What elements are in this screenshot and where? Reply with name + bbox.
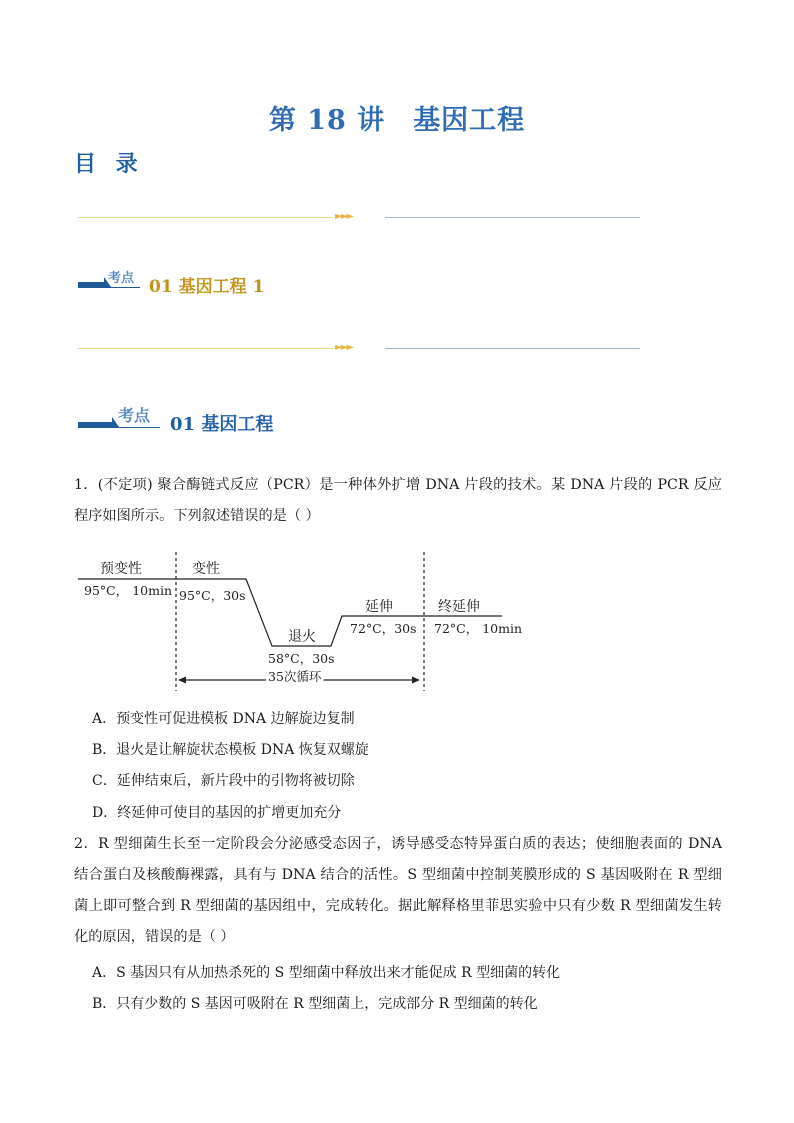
lecture-number: 第 18 讲 [268, 105, 386, 136]
predenature-condition: 95°C， 10min [84, 583, 173, 598]
q1-option-b[interactable]: B．退火是让解旋状态模板 DNA 恢复双螺旋 [92, 742, 369, 758]
stage-anneal-label: 退火 [288, 629, 316, 645]
section-tag [78, 408, 160, 428]
anneal-condition: 58°C，30s [268, 651, 335, 666]
page-title [0, 98, 794, 137]
arrow-icon: ►►► [335, 342, 353, 353]
divider-top [78, 212, 640, 224]
stage-predenature-label: 预变性 [100, 561, 142, 577]
denature-condition: 95°C，30s [179, 588, 246, 603]
extend-condition: 72°C，30s [350, 621, 417, 636]
final-extend-condition: 72°C， 10min [434, 621, 522, 636]
question-2-text: 2．R 型细菌生长至一定阶段会分泌感受态因子，诱导感受态特异蛋白质的表达；使细胞表面的 DNA 结合蛋白及核酸酶裸露，具有与 DNA 结合的活性。S 型细菌中控制荚膜形成的 S 基因吸附在 R 型细菌上即可整合到 R 型细菌的基因组中，完成转化。据此解释格里菲思实验中只有少数 R 型细菌发生转化的原因，错误的是（ ） [74, 836, 722, 945]
arrow-icon: ►►► [335, 211, 353, 222]
cycle-count-label: 35次循环 [268, 669, 322, 684]
toc-item-gene-engineering[interactable]: 01 基因工程 1 [149, 277, 265, 297]
stage-extend-label: 延伸 [365, 599, 393, 615]
toc-tag [78, 268, 140, 288]
tag-label: 考点 [118, 406, 151, 425]
stage-denature-label: 变性 [192, 561, 220, 577]
stage-final-extend-label: 终延伸 [438, 599, 480, 615]
q2-option-b[interactable]: B．只有少数的 S 基因可吸附在 R 型细菌上，完成部分 R 型细菌的转化 [92, 996, 538, 1012]
q1-option-d[interactable]: D．终延伸可使目的基因的扩增更加充分 [92, 805, 342, 821]
pcr-diagram [72, 548, 522, 694]
q1-option-a[interactable]: A．预变性可促进模板 DNA 边解旋边复制 [92, 711, 355, 727]
divider-bottom [78, 343, 640, 355]
question-1-text: 1．(不定项) 聚合酶链式反应（PCR）是一种体外扩增 DNA 片段的技术。某 DNA 片段的 PCR 反应程序如图所示。下列叙述错误的是（ ） [74, 477, 722, 524]
section-title: 01 基因工程 [170, 414, 274, 435]
tag-label: 考点 [108, 271, 135, 286]
lecture-topic: 基因工程 [413, 105, 526, 136]
toc-heading: 目 录 [74, 151, 144, 177]
q2-option-a[interactable]: A．S 基因只有从加热杀死的 S 型细菌中释放出来才能促成 R 型细菌的转化 [92, 965, 561, 981]
q1-option-c[interactable]: C．延伸结束后，新片段中的引物将被切除 [92, 773, 355, 789]
